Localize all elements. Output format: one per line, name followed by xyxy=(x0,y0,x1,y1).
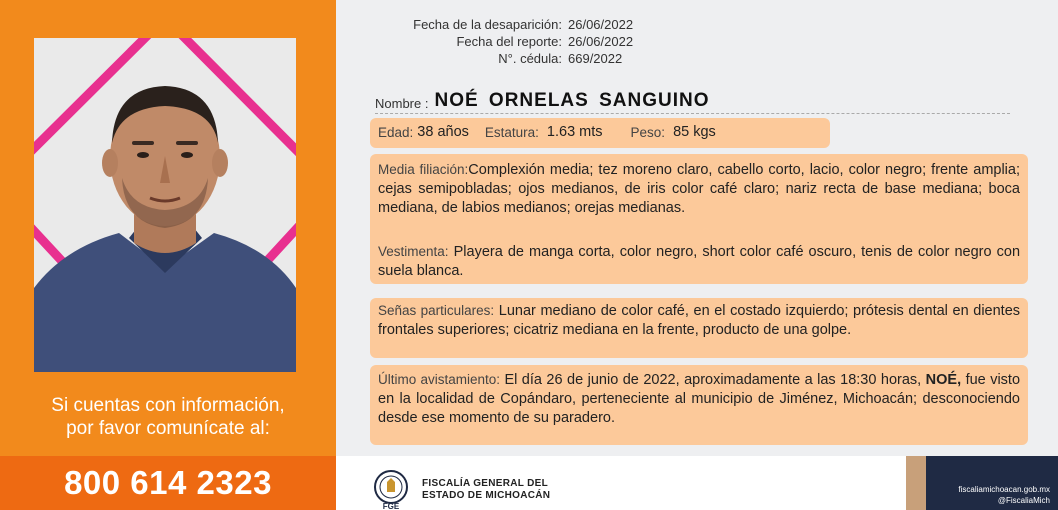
person-photo xyxy=(34,38,296,372)
photo-portrait xyxy=(34,38,296,372)
name-label: Nombre : xyxy=(375,96,429,111)
ultimo-text-post: fue visto en la localidad de Copándaro, perteneciente al municipio de Jiménez, Michoacán; desconociendo desde ese momento de su paradero. xyxy=(378,372,1021,426)
filiacion-text: Complexión media; tez moreno claro, cabello corto, lacio, color negro; frente amplia; cejas semipobladas; ojos medianos, de iris color café claro; nariz recta de base mediana; boca mediana, de labios medianos; orejas medianas. xyxy=(378,162,1021,216)
description-box xyxy=(370,154,1028,284)
height-value: 1.63 mts xyxy=(546,124,603,140)
senas-label: Señas particulares: xyxy=(378,303,495,318)
vestimenta-label: Vestimenta: xyxy=(378,244,449,259)
dates-block xyxy=(338,16,658,67)
ultimo-name: NOÉ, xyxy=(925,372,962,388)
senas-box xyxy=(370,298,1028,358)
age-label: Edad: xyxy=(378,125,414,140)
date-row-desaparicion xyxy=(338,16,658,33)
phone-number[interactable]: 800 614 2323 xyxy=(0,456,336,510)
contact-line-1: Si cuentas con información, xyxy=(51,395,285,416)
date-label: Fecha del reporte: xyxy=(456,34,562,49)
footer-contact xyxy=(926,456,1058,510)
left-panel xyxy=(0,0,336,510)
age-value: 38 años xyxy=(417,124,469,140)
ultimo-label: Último avistamiento: xyxy=(378,372,500,387)
date-value: 669/2022 xyxy=(568,51,623,66)
date-row-cedula xyxy=(338,50,658,67)
physical-stats-box xyxy=(370,118,830,148)
contact-line-2: por favor comunícate al: xyxy=(66,418,270,439)
senas-text: Lunar mediano de color café, en el costado izquierdo; prótesis dental en dientes frontales superiores; cicatriz mediana en la frente, producto de una golpe. xyxy=(378,303,1021,338)
media-filiacion xyxy=(378,160,1020,218)
footer-accent xyxy=(906,456,926,510)
date-row-reporte xyxy=(338,33,658,50)
filiacion-label: Media filiación: xyxy=(378,162,469,177)
org-line-1: FISCALÍA GENERAL DEL xyxy=(422,478,549,489)
contact-message xyxy=(0,394,336,440)
person-name: NOÉ ORNELAS SANGUINO xyxy=(434,90,710,111)
vestimenta xyxy=(378,242,1020,281)
website-link[interactable]: fiscaliamichoacan.gob.mx xyxy=(958,485,1050,494)
date-label: N°. cédula: xyxy=(498,51,562,66)
name-row xyxy=(375,88,1010,114)
fge-seal-icon xyxy=(372,470,410,510)
ultimo-text-pre: El día 26 de junio de 2022, aproximadamente a las 18:30 horas, xyxy=(504,372,922,388)
date-value: 26/06/2022 xyxy=(568,17,634,32)
weight-label: Peso: xyxy=(630,125,666,140)
social-handle[interactable]: @FiscaliaMich xyxy=(997,496,1050,505)
height-label: Estatura: xyxy=(484,125,539,140)
date-label: Fecha de la desaparición: xyxy=(413,17,562,32)
org-line-2: ESTADO DE MICHOACÁN xyxy=(422,490,551,501)
seal-text: FGE xyxy=(382,502,400,510)
vestimenta-text: Playera de manga corta, color negro, short color café oscuro, tenis de color negro con suela blanca. xyxy=(378,244,1021,279)
ultimo-avistamiento-box xyxy=(370,365,1028,445)
org-name xyxy=(422,478,550,502)
weight-value: 85 kgs xyxy=(673,124,716,140)
date-value: 26/06/2022 xyxy=(568,34,634,49)
